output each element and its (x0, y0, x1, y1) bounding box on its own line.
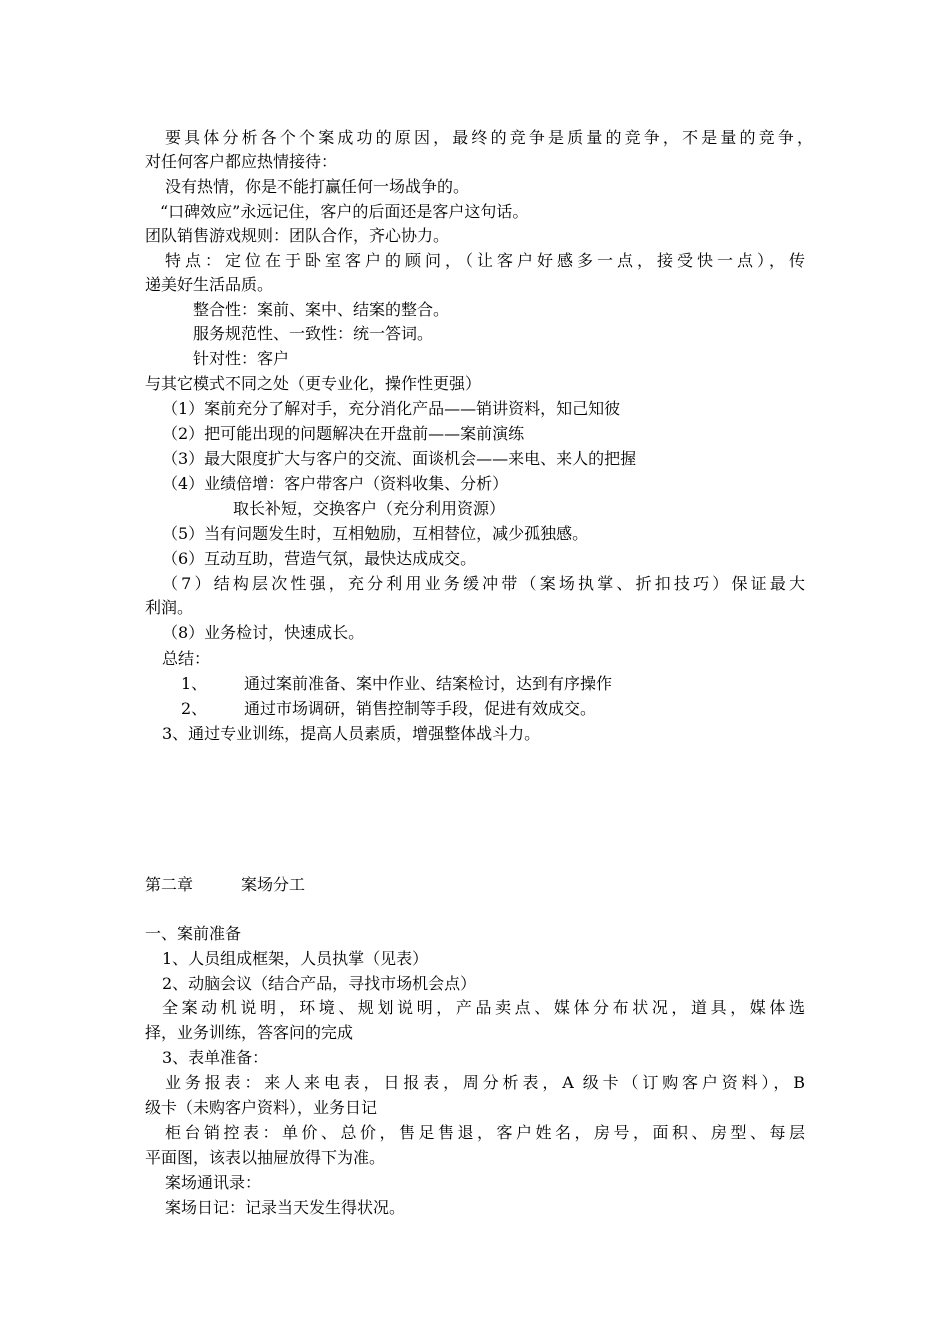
list-item: 2、动脑会议（结合产品，寻找市场机会点） (162, 974, 477, 993)
paragraph-line: 案场通讯录： (165, 1173, 262, 1192)
paragraph-line: 级卡（未购客户资料），业务日记 (145, 1098, 378, 1117)
paragraph-line: 择，业务训练，答客问的完成 (145, 1023, 354, 1042)
paragraph-line: 递美好生活品质。 (145, 275, 274, 294)
paragraph-line: 针对性：客户 (193, 349, 290, 368)
list-item: （3）最大限度扩大与客户的交流、面谈机会——来电、来人的把握 (162, 449, 637, 468)
summary-item: 3、通过专业训练，提高人员素质，增强整体战斗力。 (162, 724, 541, 743)
list-item: （8）业务检讨，快速成长。 (162, 623, 365, 642)
paragraph-line: 整合性：案前、案中、结案的整合。 (193, 300, 450, 319)
chapter-label: 第二章 (145, 875, 194, 894)
list-item: （7）结构层次性强，充分利用业务缓冲带（案场执掌、折扣技巧）保证最大 (162, 574, 805, 593)
paragraph-line: 与其它模式不同之处（更专业化，操作性更强） (145, 374, 482, 393)
paragraph-line: 服务规范性、一致性：统一答词。 (193, 324, 434, 343)
paragraph-line: 没有热情，你是不能打赢任何一场战争的。 (165, 177, 470, 196)
list-item: （2）把可能出现的问题解决在开盘前——案前演练 (162, 424, 525, 443)
chapter-title: 案场分工 (241, 875, 306, 894)
paragraph-line: 要具体分析各个个案成功的原因，最终的竞争是质量的竞争，不是量的竞争， (165, 128, 813, 147)
summary-label: 总结： (162, 649, 211, 668)
list-item: （5）当有问题发生时，互相勉励，互相替位，减少孤独感。 (162, 524, 589, 543)
list-item-continuation: 利润。 (145, 598, 194, 617)
paragraph-line: “口碑效应”永远记住，客户的后面还是客户这句话。 (160, 202, 529, 221)
summary-item: 通过案前准备、案中作业、结案检讨，达到有序操作 (244, 674, 613, 693)
paragraph-line: 业务报表：来人来电表，日报表，周分析表，A 级卡（订购客户资料），B (165, 1073, 805, 1092)
list-item: 1、人员组成框架，人员执掌（见表） (162, 949, 429, 968)
section-heading: 一、案前准备 (145, 924, 242, 943)
paragraph-line: 平面图，该表以抽屉放得下为准。 (145, 1148, 386, 1167)
list-item: （6）互动互助，营造气氛，最快达成成交。 (162, 549, 477, 568)
paragraph-line: 全案动机说明，环境、规划说明，产品卖点、媒体分布状况，道具，媒体选 (162, 998, 805, 1017)
list-item: （1）案前充分了解对手，充分消化产品——销讲资料，知己知彼 (162, 399, 621, 418)
paragraph-line: 特点：定位在于卧室客户的顾问，（让客户好感多一点，接受快一点），传 (165, 251, 805, 270)
paragraph-line: 案场日记：记录当天发生得状况。 (165, 1198, 406, 1217)
paragraph-line: 对任何客户都应热情接待： (145, 152, 338, 171)
paragraph-line: 团队销售游戏规则：团队合作，齐心协力。 (145, 226, 450, 245)
list-item-continuation: 取长补短，交换客户（充分利用资源） (233, 499, 506, 518)
paragraph-line: 柜台销控表：单价、总价，售足售退，客户姓名，房号，面积、房型、每层 (165, 1123, 805, 1142)
list-item: 3、表单准备： (162, 1048, 269, 1067)
summary-number: 1、 (181, 674, 208, 693)
summary-number: 2、 (181, 699, 208, 718)
summary-item: 通过市场调研，销售控制等手段，促进有效成交。 (244, 699, 597, 718)
list-item: （4）业绩倍增：客户带客户（资料收集、分析） (162, 474, 509, 493)
